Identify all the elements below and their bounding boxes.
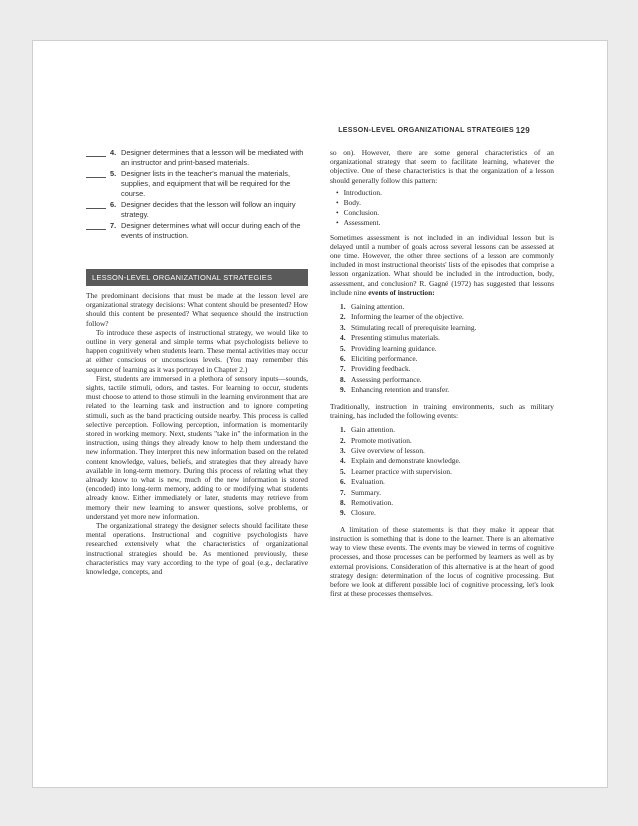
list-item: 5. Learner practice with supervision. bbox=[340, 466, 452, 476]
body-paragraph: so on). However, there are some general characteristics of an organizational strategy that seem to facilitate learning, whatever the objective. One of these characteristics is that the organization of a lesson should generally follow this pattern: bbox=[330, 148, 554, 185]
events-of-instruction-list bbox=[340, 302, 554, 396]
list-item: 1. Gaining attention. bbox=[340, 302, 405, 312]
list-item: 4. Presenting stimulus materials. bbox=[340, 333, 440, 343]
question-item: 7. Designer determines what will occur during each of the events of instruction. bbox=[86, 221, 308, 241]
body-paragraph: First, students are immersed in a plethora of sensory inputs—sounds, sights, tactile stimuli, odors, and tastes. For learning to occur, students must choose to attend to those stimuli in the learning environment that are related to the learning task and instruction and to ignore competing stimuli, such as the band practicing outside nearby. This process is called selective perception. Following perception, information is momentarily stored in working memory. Next, students "take in" the information in the instruction, using things they already know to help them understand the new information. They interpret this new information based on the related content knowledge, values, beliefs, and strategies that they already have available in long-term memory. During this process of relating what they already know to what is new, much of the new information is stored (encoded) into long-term memory, adding to or modifying what students already know. Either immediately or later, students may retrieve from memory their new learning to answer questions, solve problems, or understand yet more new information. bbox=[86, 373, 308, 521]
answer-blank[interactable] bbox=[86, 200, 106, 209]
list-item: • Assessment. bbox=[336, 218, 554, 228]
left-column bbox=[86, 148, 308, 576]
body-paragraph: Sometimes assessment is not included in an individual lesson but is delayed until a number of goals across several lessons can be assessed at one time. However, the other three sections of a lesson are commonly included in most instructional theorists' lists of the episodes that comprise a lesson organization. What should be included in the introduction, body, assessment, and conclusion? R. Gagné (1972) has suggested that lessons include nine events of instruction: bbox=[330, 232, 554, 297]
right-column bbox=[330, 148, 554, 598]
answer-blank[interactable] bbox=[86, 221, 106, 230]
list-item: 9. Closure. bbox=[340, 508, 376, 518]
question-item: 5. Designer lists in the teacher's manual the materials, supplies, and equipment that will be required for the course. bbox=[86, 169, 308, 199]
list-item: 8. Assessing performance. bbox=[340, 374, 422, 384]
running-header-title: LESSON-LEVEL ORGANIZATIONAL STRATEGIES bbox=[338, 127, 514, 134]
section-heading: LESSON-LEVEL ORGANIZATIONAL STRATEGIES bbox=[86, 269, 308, 286]
list-item: 3. Give overview of lesson. bbox=[340, 445, 425, 455]
list-item: 5. Providing learning guidance. bbox=[340, 343, 437, 353]
list-item: 4. Explain and demonstrate knowledge. bbox=[340, 456, 461, 466]
list-item: 9. Enhancing retention and transfer. bbox=[340, 385, 450, 395]
answer-blank[interactable] bbox=[86, 169, 106, 178]
military-events-list bbox=[340, 425, 554, 519]
list-item: • Body. bbox=[336, 198, 554, 208]
list-item: 3. Stimulating recall of prerequisite learning. bbox=[340, 322, 477, 332]
page-number: 129 bbox=[515, 126, 530, 135]
body-paragraph: The predominant decisions that must be made at the lesson level are organizational strategy decisions: What content should be presented? How should this content be presented? What sequence should the instruction follow? bbox=[86, 291, 308, 328]
body-paragraph: The organizational strategy the designer selects should facilitate these mental operations. Instructional and cognitive psychologists have researched extensively what the characteristics of organizational instructional strategies should be. As mentioned previously, these characteristics may vary according to the type of goal (e.g., declarative knowledge, concepts, and bbox=[86, 521, 308, 577]
key-term: events of instruction: bbox=[368, 287, 435, 297]
list-item: 6. Eliciting performance. bbox=[340, 354, 418, 364]
practice-questions bbox=[86, 148, 308, 241]
list-item: 2. Promote motivation. bbox=[340, 435, 412, 445]
list-item: • Introduction. bbox=[336, 188, 554, 198]
list-item: 8. Remotivation. bbox=[340, 497, 394, 507]
answer-blank[interactable] bbox=[86, 148, 106, 157]
list-item: 6. Evaluation. bbox=[340, 477, 385, 487]
lesson-pattern-list bbox=[336, 188, 554, 229]
question-item: 4. Designer determines that a lesson will be mediated with an instructor and print-based materials. bbox=[86, 148, 308, 168]
list-item: • Conclusion. bbox=[336, 208, 554, 218]
body-paragraph: A limitation of these statements is that they make it appear that instruction is something that is done to the learner. There is an alternative way to view these events. The events may be viewed in terms of cognitive processes, and those processes can be performed by learners as well as by external provisions. Consideration of this alternative is at the heart of good strategy design: determination of the locus of cognitive processing. But before we look at different possible loci of cognitive processing, let's look first at these processes themselves. bbox=[330, 524, 554, 599]
question-item: 6. Designer decides that the lesson will follow an inquiry strategy. bbox=[86, 200, 308, 220]
list-item: 2. Informing the learner of the objective. bbox=[340, 312, 464, 322]
list-item: 7. Providing feedback. bbox=[340, 364, 411, 374]
body-paragraph: Traditionally, instruction in training environments, such as military training, has included the following events: bbox=[330, 401, 554, 420]
list-item: 7. Summary. bbox=[340, 487, 382, 497]
body-paragraph: To introduce these aspects of instructional strategy, we would like to outline in very general and simple terms what psychologists believe to happen cognitively when students learn. These mental activities may occur at either conscious or unconscious levels. (You may remember this sequence of learning as it was portrayed in Chapter 2.) bbox=[86, 327, 308, 374]
list-item: 1. Gain attention. bbox=[340, 425, 395, 435]
